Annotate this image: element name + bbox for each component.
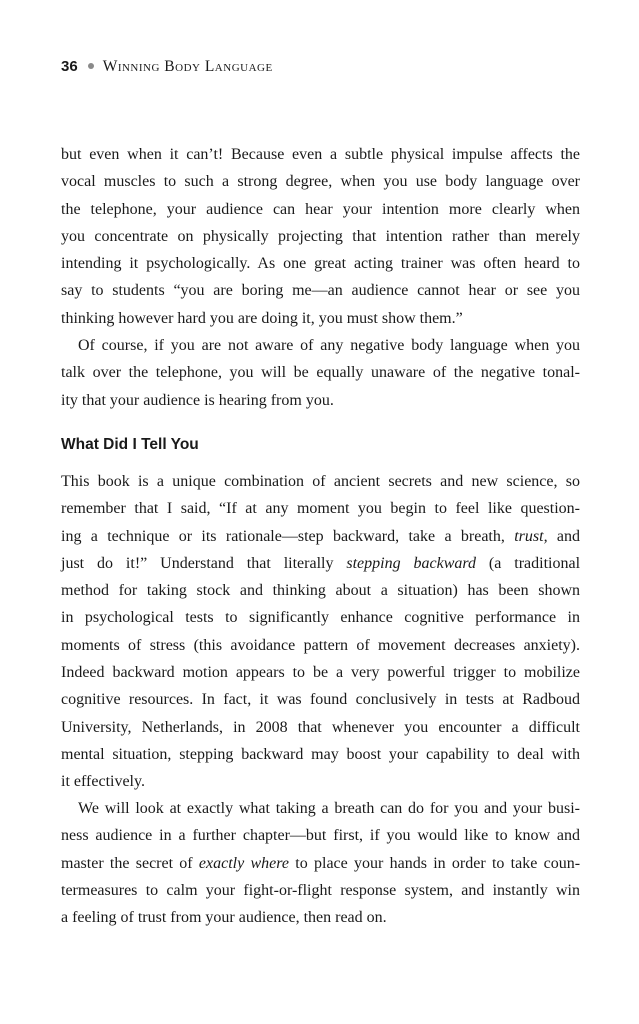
text-run: (a traditional — [488, 554, 581, 572]
text-line: remember that I said, “If at any moment you begin to feel like question- — [61, 500, 580, 518]
text-run: to place your hands in order to take coun- — [295, 854, 581, 872]
paragraph-1 — [61, 141, 580, 332]
text-line: Of course, if you are not aware of any negative body language when you — [78, 337, 580, 354]
text-line: termeasures to calm your fight-or-flight response system, and instantly win — [61, 881, 580, 899]
text-line: ity that your audience is hearing from you. — [61, 391, 334, 409]
text-run: ing a technique or its rationale—step backward, take a breath, — [61, 527, 505, 545]
text-line: vocal muscles to such a strong degree, when you use body language over — [61, 173, 580, 191]
text-line: University, Netherlands, in 2008 that whenever you encounter a difficult — [61, 718, 580, 736]
text-line: you concentrate on physically projecting that intention rather than merely — [61, 227, 580, 245]
text-line — [61, 550, 580, 577]
running-head — [61, 57, 273, 77]
text-run: and — [556, 527, 581, 545]
text-line: mental situation, stepping backward may boost your capability to deal with — [61, 745, 580, 763]
text-line: method for taking stock and thinking about a situation) has been shown — [61, 582, 580, 600]
section-heading: What Did I Tell You — [61, 436, 199, 453]
text-line — [61, 850, 580, 877]
text-run: just do it!” Understand that literally — [61, 554, 334, 572]
text-line: it effectively. — [61, 773, 145, 791]
text-line: in psychological tests to significantly enhance cognitive performance in — [61, 609, 580, 627]
text-line: but even when it can’t! Because even a subtle physical impulse affects the — [61, 146, 580, 163]
paragraph-4 — [61, 795, 580, 931]
text-line: Indeed backward motion appears to be a very powerful trigger to mobilize — [61, 664, 580, 682]
emphasis-text: exactly where — [198, 854, 289, 872]
text-line: This book is a unique combination of ancient secrets and new science, so — [61, 473, 580, 490]
bullet-separator — [88, 63, 94, 69]
text-line: thinking however hard you are doing it, you must show them.” — [61, 309, 463, 327]
text-line: say to students “you are boring me—an audience cannot hear or see you — [61, 282, 580, 300]
text-line: cognitive resources. In fact, it was found conclusively in tests at Radboud — [61, 691, 580, 709]
emphasis-text: trust, — [514, 527, 548, 545]
paragraph-2 — [61, 332, 580, 414]
emphasis-text: stepping backward — [346, 554, 477, 572]
text-line: ness audience in a further chapter—but first, if you would like to know and — [61, 827, 580, 845]
book-title: Winning Body Language — [102, 58, 273, 75]
text-line: intending it psychologically. As one great acting trainer was often heard to — [61, 255, 580, 273]
text-line: talk over the telephone, you will be equally unaware of the negative tonal- — [61, 364, 580, 382]
text-line — [61, 523, 580, 550]
text-line: We will look at exactly what taking a breath can do for you and your busi- — [78, 800, 580, 817]
paragraph-3 — [61, 468, 580, 796]
text-run: master the secret of — [61, 854, 193, 872]
text-line: the telephone, your audience can hear your intention more clearly when — [61, 200, 580, 218]
text-line: moments of stress (this avoidance pattern of movement decreases anxiety). — [61, 636, 580, 654]
page-number: 36 — [61, 58, 78, 75]
text-line: a feeling of trust from your audience, then read on. — [61, 909, 387, 927]
